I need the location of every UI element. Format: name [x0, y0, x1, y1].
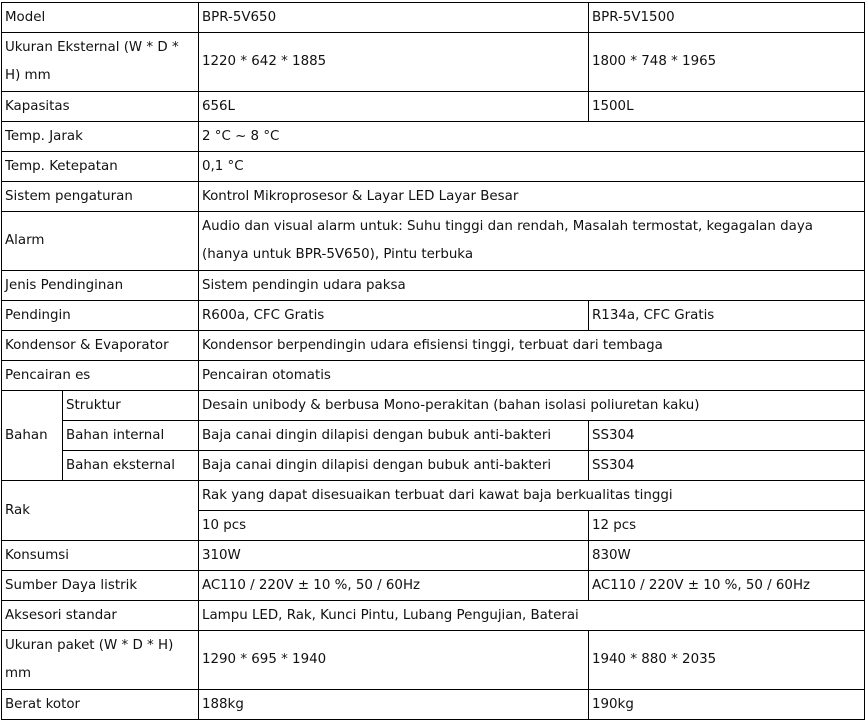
label-ext-size: Ukuran Eksternal (W * D * H) mm — [2, 33, 199, 92]
row-model — [2, 3, 865, 33]
row-control — [2, 182, 865, 212]
value-shelf-b: 12 pcs — [589, 511, 865, 541]
label-structure: Struktur — [63, 391, 199, 421]
row-condenser — [2, 331, 865, 361]
row-package-size — [2, 631, 865, 690]
value-defrost: Pencairan otomatis — [199, 361, 865, 391]
label-package-size: Ukuran paket (W * D * H) mm — [2, 631, 199, 690]
label-power: Sumber Daya listrik — [2, 571, 199, 601]
value-model-a: BPR-5V650 — [199, 3, 589, 33]
value-gross-weight-b: 190kg — [589, 690, 865, 720]
row-material-external — [2, 451, 865, 481]
value-gross-weight-a: 188kg — [199, 690, 589, 720]
value-accessories: Lampu LED, Rak, Kunci Pintu, Lubang Pengujian, Baterai — [199, 601, 865, 631]
value-consumption-b: 830W — [589, 541, 865, 571]
value-temp-accuracy: 0,1 °C — [199, 152, 865, 182]
value-capacity-a: 656L — [199, 92, 589, 122]
label-temp-accuracy: Temp. Ketepatan — [2, 152, 199, 182]
value-cooling: Sistem pendingin udara paksa — [199, 271, 865, 301]
row-shelf — [2, 481, 865, 511]
label-temp-range: Temp. Jarak — [2, 122, 199, 152]
value-external-b: SS304 — [589, 451, 865, 481]
row-power — [2, 571, 865, 601]
label-control: Sistem pengaturan — [2, 182, 199, 212]
label-condenser: Kondensor & Evaporator — [2, 331, 199, 361]
row-capacity — [2, 92, 865, 122]
value-external-a: Baja canai dingin dilapisi dengan bubuk anti-bakteri — [199, 451, 589, 481]
label-alarm: Alarm — [2, 212, 199, 271]
value-package-size-b: 1940 * 880 * 2035 — [589, 631, 865, 690]
label-defrost: Pencairan es — [2, 361, 199, 391]
value-power-b: AC110 / 220V ± 10 %, 50 / 60Hz — [589, 571, 865, 601]
value-control: Kontrol Mikroprosesor & Layar LED Layar Besar — [199, 182, 865, 212]
row-consumption — [2, 541, 865, 571]
value-refrigerant-b: R134a, CFC Gratis — [589, 301, 865, 331]
value-temp-range: 2 °C ~ 8 °C — [199, 122, 865, 152]
spec-table — [1, 2, 865, 720]
value-ext-size-a: 1220 * 642 * 1885 — [199, 33, 589, 92]
value-shelf-a: 10 pcs — [199, 511, 589, 541]
value-internal-b: SS304 — [589, 421, 865, 451]
value-alarm: Audio dan visual alarm untuk: Suhu tinggi dan rendah, Masalah termostat, kegagalan daya (hanya untuk BPR-5V650), Pintu terbuka — [199, 212, 865, 271]
row-alarm — [2, 212, 865, 271]
value-model-b: BPR-5V1500 — [589, 3, 865, 33]
label-accessories: Aksesori standar — [2, 601, 199, 631]
label-external: Bahan eksternal — [63, 451, 199, 481]
label-refrigerant: Pendingin — [2, 301, 199, 331]
row-ext-size — [2, 33, 865, 92]
value-capacity-b: 1500L — [589, 92, 865, 122]
value-consumption-a: 310W — [199, 541, 589, 571]
row-defrost — [2, 361, 865, 391]
label-cooling: Jenis Pendinginan — [2, 271, 199, 301]
value-condenser: Kondensor berpendingin udara efisiensi tinggi, terbuat dari tembaga — [199, 331, 865, 361]
label-model: Model — [2, 3, 199, 33]
label-gross-weight: Berat kotor — [2, 690, 199, 720]
row-material-internal — [2, 421, 865, 451]
row-gross-weight — [2, 690, 865, 720]
value-shelf: Rak yang dapat disesuaikan terbuat dari kawat baja berkualitas tinggi — [199, 481, 865, 511]
value-ext-size-b: 1800 * 748 * 1965 — [589, 33, 865, 92]
row-temp-range — [2, 122, 865, 152]
value-refrigerant-a: R600a, CFC Gratis — [199, 301, 589, 331]
value-package-size-a: 1290 * 695 * 1940 — [199, 631, 589, 690]
label-consumption: Konsumsi — [2, 541, 199, 571]
row-material-structure — [2, 391, 865, 421]
value-power-a: AC110 / 220V ± 10 %, 50 / 60Hz — [199, 571, 589, 601]
label-material: Bahan — [2, 391, 63, 481]
row-temp-accuracy — [2, 152, 865, 182]
row-accessories — [2, 601, 865, 631]
row-cooling — [2, 271, 865, 301]
label-shelf: Rak — [2, 481, 199, 541]
row-refrigerant — [2, 301, 865, 331]
value-structure: Desain unibody & berbusa Mono-perakitan (bahan isolasi poliuretan kaku) — [199, 391, 865, 421]
label-internal: Bahan internal — [63, 421, 199, 451]
value-internal-a: Baja canai dingin dilapisi dengan bubuk anti-bakteri — [199, 421, 589, 451]
label-capacity: Kapasitas — [2, 92, 199, 122]
